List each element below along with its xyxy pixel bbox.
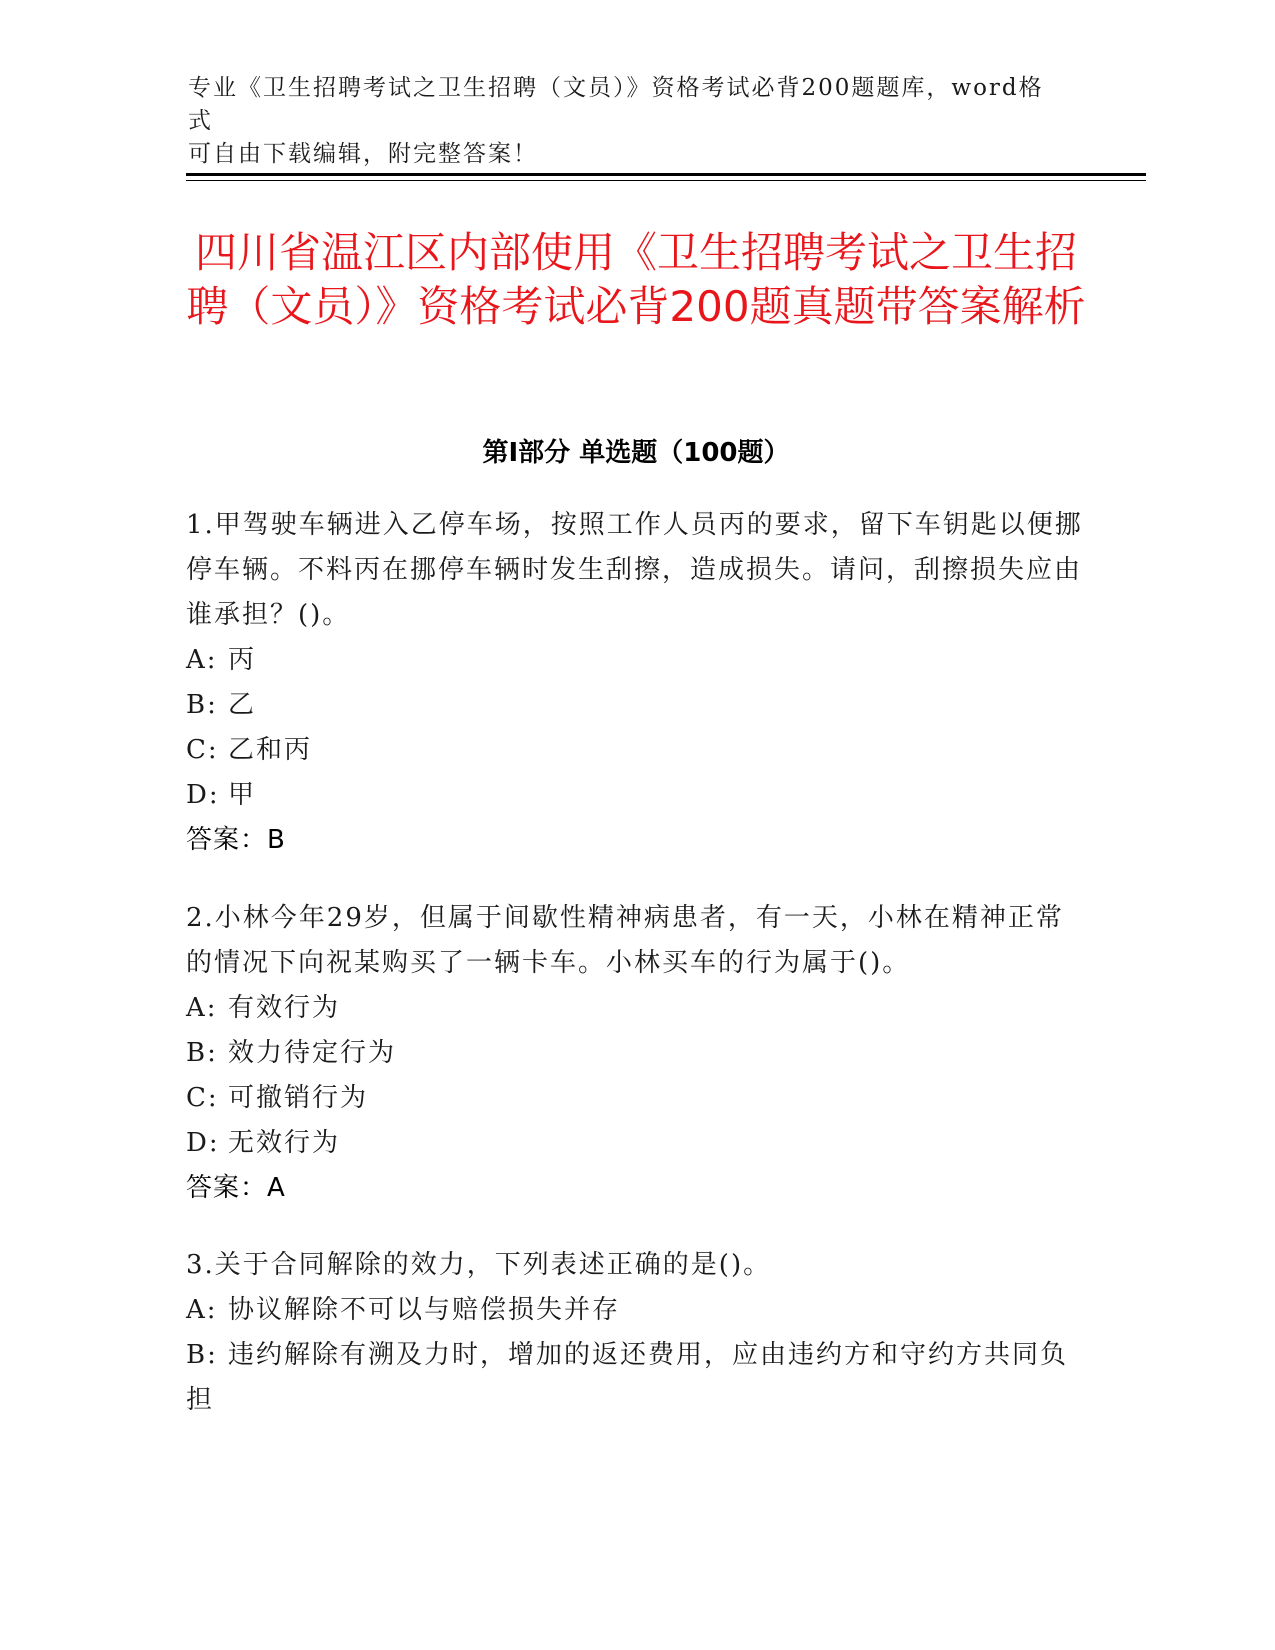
header-note: [188, 72, 1068, 171]
option-b: [186, 683, 1086, 728]
option-text: 乙和丙: [228, 735, 313, 765]
option-b: [186, 1031, 1086, 1076]
option-d: [186, 773, 1086, 818]
answer: 答案：B: [186, 825, 286, 855]
option-text: 违约解除有溯及力时，增加的返还费用，应由违约方和守约方共同负担: [186, 1340, 1069, 1415]
option-text: 乙: [228, 690, 257, 720]
option-a: [186, 638, 1086, 683]
option-key: C:: [186, 735, 219, 765]
question-3: [186, 1243, 1086, 1423]
answer: 答案：A: [186, 1173, 286, 1203]
option-key: A:: [186, 645, 218, 675]
option-a: [186, 1288, 1086, 1333]
option-b: [186, 1333, 1086, 1423]
option-a: [186, 986, 1086, 1031]
header-note-line-2: 可自由下载编辑，附完整答案！: [188, 141, 538, 167]
option-key: D:: [186, 780, 220, 810]
option-key: B:: [186, 1340, 218, 1370]
question-2: [186, 896, 1086, 1211]
option-key: B:: [186, 690, 218, 720]
option-text: 甲: [228, 780, 257, 810]
option-c: [186, 728, 1086, 773]
question-1: [186, 503, 1086, 863]
document-title: 四川省温江区内部使用《卫生招聘考试之卫生招聘（文员）》资格考试必背200题真题带答案解析: [186, 228, 1086, 331]
option-key: B:: [186, 1038, 218, 1068]
option-key: A:: [186, 993, 218, 1023]
header-note-line-1: 专业《卫生招聘考试之卫生招聘（文员）》资格考试必背200题题库，word格式: [188, 75, 1044, 134]
option-key: D:: [186, 1128, 220, 1158]
option-text: 有效行为: [228, 993, 341, 1023]
question-stem: 1.甲驾驶车辆进入乙停车场，按照工作人员丙的要求，留下车钥匙以便挪停车辆。不料丙在挪停车辆时发生刮擦，造成损失。请问，刮擦损失应由谁承担？()。: [186, 510, 1083, 630]
option-d: [186, 1121, 1086, 1166]
question-stem: 3.关于合同解除的效力，下列表述正确的是()。: [186, 1250, 772, 1280]
option-key: C:: [186, 1083, 219, 1113]
option-text: 效力待定行为: [228, 1038, 397, 1068]
option-key: A:: [186, 1295, 218, 1325]
header-divider-thin: [186, 180, 1146, 181]
section-title: 第Ⅰ部分 单选题（100题）: [482, 438, 790, 468]
option-text: 可撤销行为: [228, 1083, 369, 1113]
option-text: 无效行为: [228, 1128, 341, 1158]
option-text: 协议解除不可以与赔偿损失并存: [228, 1295, 621, 1325]
header-divider-thick: [186, 173, 1146, 176]
option-text: 丙: [228, 645, 257, 675]
option-c: [186, 1076, 1086, 1121]
question-stem: 2.小林今年29岁，但属于间歇性精神病患者，有一天，小林在精神正常的情况下向祝某购买了一辆卡车。小林买车的行为属于()。: [186, 903, 1064, 978]
